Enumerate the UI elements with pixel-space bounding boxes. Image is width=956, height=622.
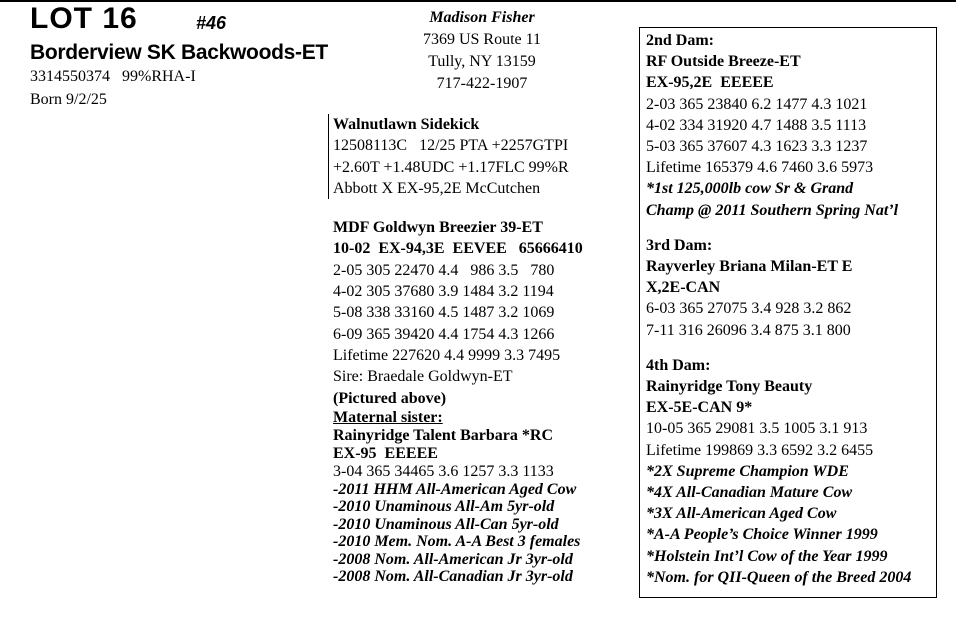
second-dam-note: Champ @ 2011 Southern Spring Nat’l bbox=[646, 201, 899, 219]
second-dam-record: 5-03 365 37607 4.3 1623 3.3 1237 bbox=[646, 138, 868, 156]
second-dam-note: *1st 125,000lb cow Sr & Grand bbox=[646, 180, 854, 198]
lot-label: LOT 16 bbox=[30, 2, 138, 35]
sire-line: Abbott X EX-95,2E McCutchen bbox=[333, 179, 541, 197]
sire-line: +2.60T +1.48UDC +1.17FLC 99%R bbox=[333, 158, 569, 176]
second-dam-section bbox=[646, 30, 936, 221]
consignor-name: Madison Fisher bbox=[429, 9, 535, 26]
registration-info: 3314550374 99%RHA-I bbox=[30, 68, 196, 85]
fourth-dam-note: *Holstein Int’l Cow of the Year 1999 bbox=[646, 547, 888, 565]
fourth-dam-note: *Nom. for QII-Queen of the Breed 2004 bbox=[646, 568, 912, 586]
third-dam-name: Rayverley Briana Milan-ET E bbox=[646, 258, 853, 276]
lot-number: #46 bbox=[196, 13, 227, 33]
dam-record: 5-08 338 33160 4.5 1487 3.2 1069 bbox=[333, 304, 555, 322]
third-dam-section bbox=[646, 235, 936, 341]
fourth-dam-name: Rainyridge Tony Beauty bbox=[646, 378, 813, 396]
second-dam-record: 2-03 365 23840 6.2 1477 4.3 1021 bbox=[646, 95, 868, 113]
second-dam-classification: EX-95,2E EEEEE bbox=[646, 74, 774, 92]
dam-name: MDF Goldwyn Breezier 39-ET bbox=[333, 219, 543, 237]
consignor-address-line-2: Tully, NY 13159 bbox=[428, 53, 536, 70]
dam-classification: 10-02 EX-94,3E EEVEE 65666410 bbox=[333, 240, 583, 258]
third-dam-record: 6-03 365 27075 3.4 928 3.2 862 bbox=[646, 300, 852, 318]
fourth-dam-lifetime: Lifetime 199869 3.3 6592 3.2 6455 bbox=[646, 441, 874, 459]
animal-name: Borderview SK Backwoods-ET bbox=[30, 41, 328, 64]
dam-sire: Sire: Braedale Goldwyn-ET bbox=[333, 368, 513, 386]
sister-name: Rainyridge Talent Barbara *RC bbox=[333, 426, 554, 444]
dam-family-box bbox=[639, 27, 937, 598]
fourth-dam-classification: EX-5E-CAN 9* bbox=[646, 399, 753, 417]
dam-lifetime: Lifetime 227620 4.4 9999 3.3 7495 bbox=[333, 346, 561, 364]
pedigree-column bbox=[328, 114, 638, 586]
dam-record: 6-09 365 39420 4.4 1754 4.3 1266 bbox=[333, 325, 555, 343]
fourth-dam-note: *2X Supreme Champion WDE bbox=[646, 462, 849, 480]
sister-record: 3-04 365 34465 3.6 1257 3.3 1133 bbox=[333, 462, 554, 480]
fourth-dam-note: *A-A People’s Choice Winner 1999 bbox=[646, 526, 878, 544]
fourth-dam-record: 10-05 365 29081 3.5 1005 3.1 913 bbox=[646, 420, 868, 438]
sister-awards bbox=[333, 481, 638, 586]
third-dam-heading: 3rd Dam: bbox=[646, 236, 713, 254]
second-dam-heading: 2nd Dam: bbox=[646, 32, 715, 49]
award-item: -2008 Nom. All-Canadian Jr 3yr-old bbox=[333, 568, 573, 586]
second-dam-name: RF Outside Breeze-ET bbox=[646, 53, 801, 71]
dam-block bbox=[328, 217, 638, 586]
award-item: -2010 Unaminous All-Am 5yr-old bbox=[333, 498, 555, 516]
award-item: -2008 Nom. All-American Jr 3yr-old bbox=[333, 550, 573, 568]
maternal-sister-label: Maternal sister: bbox=[333, 408, 443, 426]
award-item: -2010 Mem. Nom. A-A Best 3 females bbox=[333, 533, 581, 551]
fourth-dam-note: *3X All-American Aged Cow bbox=[646, 505, 837, 523]
award-item: -2011 HHM All-American Aged Cow bbox=[333, 480, 577, 498]
sire-block bbox=[328, 114, 638, 199]
dam-record: 2-05 305 22470 4.4 986 3.5 780 bbox=[333, 261, 555, 279]
top-rule bbox=[0, 0, 956, 2]
birth-date: Born 9/2/25 bbox=[30, 91, 107, 108]
consignor-phone: 717-422-1907 bbox=[436, 75, 528, 92]
fourth-dam-heading: 4th Dam: bbox=[646, 356, 711, 374]
sister-classification: EX-95 EEEEE bbox=[333, 444, 438, 462]
second-dam-lifetime: Lifetime 165379 4.6 7460 3.6 5973 bbox=[646, 159, 874, 177]
third-dam-record: 7-11 316 26096 3.4 875 3.1 800 bbox=[646, 321, 851, 339]
third-dam-name: X,2E-CAN bbox=[646, 279, 721, 297]
award-item: -2010 Unaminous All-Can 5yr-old bbox=[333, 515, 559, 533]
pictured-note: (Pictured above) bbox=[333, 389, 447, 407]
fourth-dam-section bbox=[646, 355, 936, 588]
consignor-address-line-1: 7369 US Route 11 bbox=[422, 31, 542, 48]
sire-line: 12508113C 12/25 PTA +2257GTPI bbox=[333, 137, 569, 155]
consignor-block bbox=[382, 7, 582, 95]
second-dam-record: 4-02 334 31920 4.7 1488 3.5 1113 bbox=[646, 116, 867, 134]
fourth-dam-note: *4X All-Canadian Mature Cow bbox=[646, 484, 853, 502]
dam-record: 4-02 305 37680 3.9 1484 3.2 1194 bbox=[333, 283, 554, 301]
sire-name: Walnutlawn Sidekick bbox=[333, 116, 480, 133]
